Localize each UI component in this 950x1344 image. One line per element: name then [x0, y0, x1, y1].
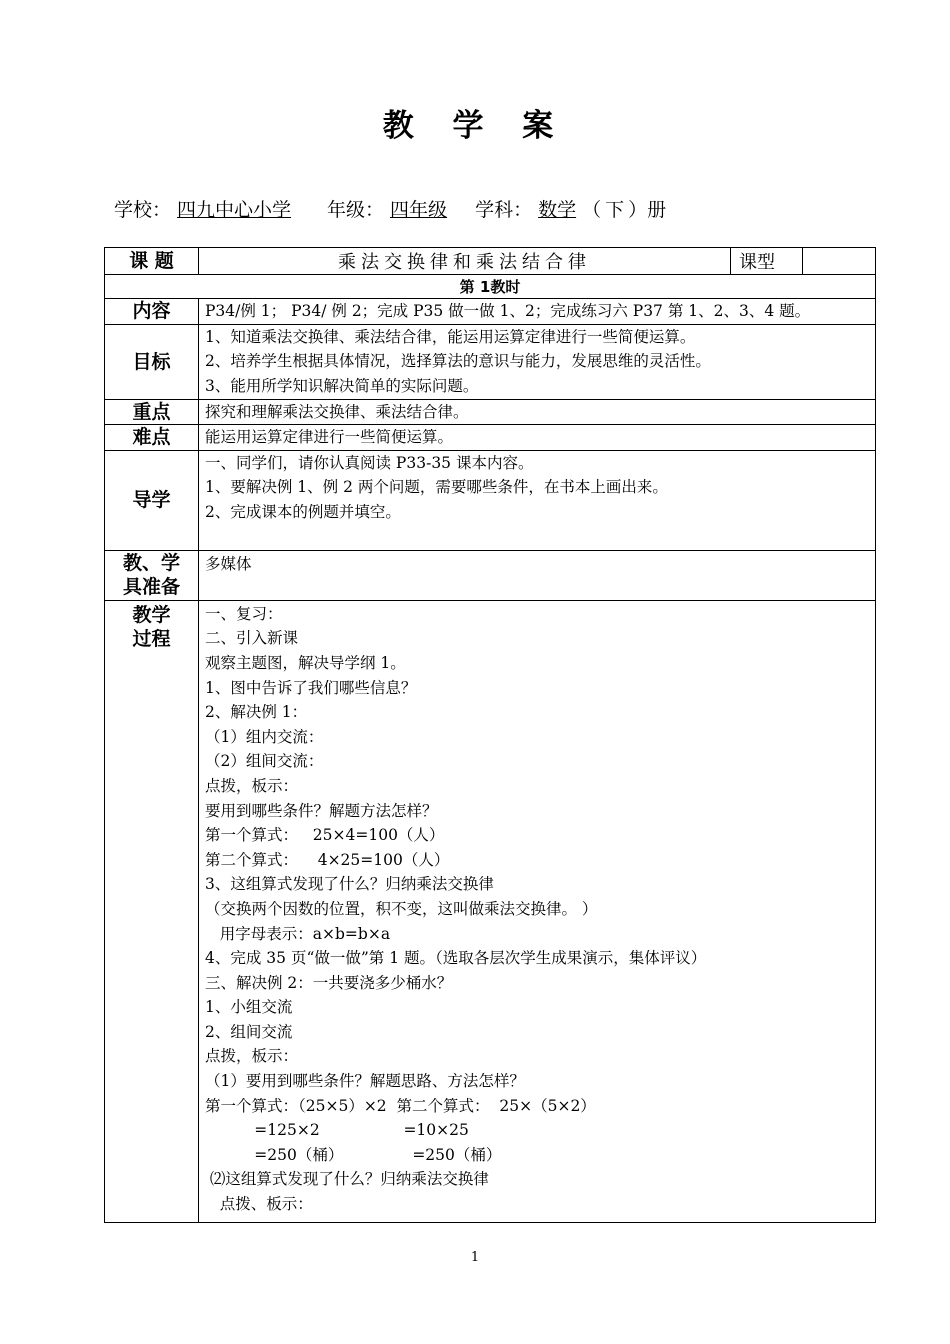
- tools-value: 多媒体: [205, 554, 252, 573]
- guide-label: 导学: [105, 450, 199, 550]
- process-line: 第一个算式：（25×5）×2 第二个算式： 25×（5×2）: [205, 1096, 596, 1115]
- guide-line: 一、同学们，请你认真阅读 P33-35 课本内容。: [205, 453, 534, 472]
- document-title: 教 学 案: [382, 108, 568, 144]
- guide-line: 2、完成课本的例题并填空。: [205, 502, 401, 521]
- school-label: 学校：: [114, 199, 172, 221]
- process-line: 用字母表示：a×b=b×a: [205, 924, 391, 943]
- process-line: 一、复习：: [205, 604, 283, 623]
- tools-row: [105, 550, 876, 600]
- process-line: 观察主题图，解决导学纲 1。: [205, 653, 406, 672]
- topic-label: 课 题: [105, 248, 199, 275]
- tools-label-line2: 具准备: [122, 576, 180, 599]
- process-line: （1）要用到哪些条件？解题思路、方法怎样？: [205, 1072, 525, 1091]
- key-row: [105, 399, 876, 425]
- book-suffix: 册: [647, 199, 667, 221]
- content-value: P34/例 1； P34/ 例 2；完成 P35 做一做 1、2；完成练习六 P37 第 1、2、3、4 题。: [205, 302, 811, 320]
- goal-line: 1、知道乘法交换律、乘法结合律，能运用运算定律进行一些简便运算。: [205, 327, 696, 346]
- page-number: 1: [470, 1250, 480, 1265]
- process-line: 2、解决例 1：: [205, 703, 308, 722]
- topic-value: 乘法交换律和乘法结合律: [199, 248, 731, 275]
- key-value: 探究和理解乘法交换律、乘法结合律。: [205, 402, 469, 421]
- process-content: [199, 600, 876, 1222]
- process-line: 点拨、板示：: [205, 1195, 313, 1214]
- type-label: 课型: [731, 248, 803, 275]
- process-line: 三、解决例 2：一共要浇多少桶水？: [205, 973, 453, 992]
- header-info: [114, 195, 666, 222]
- process-line: 1、图中告诉了我们哪些信息？: [205, 678, 417, 697]
- process-line: =250（桶） =250（桶）: [205, 1145, 502, 1164]
- goal-row: [105, 324, 876, 399]
- subject-value: 数学: [538, 199, 577, 221]
- process-line: 第二个算式： 4×25=100（人）: [205, 850, 450, 869]
- paren-open: （: [582, 199, 602, 221]
- process-line: 二、引入新课: [205, 629, 299, 648]
- paren-close: ）: [628, 199, 648, 221]
- content-label: 内容: [105, 299, 199, 325]
- volume-value: 下: [605, 199, 625, 221]
- period-label: 第 1教时: [105, 275, 876, 299]
- goal-line: 2、培养学生根据具体情况，选择算法的意识与能力，发展思维的灵活性。: [205, 352, 711, 371]
- topic-row: [105, 248, 876, 275]
- process-line: 1、小组交流: [205, 998, 293, 1017]
- process-label-line1: 教学: [132, 603, 171, 626]
- grade-label: 年级：: [327, 199, 385, 221]
- process-line: （交换两个因数的位置，积不变，这叫做乘法交换律。 ）: [205, 899, 598, 918]
- difficulty-value: 能运用运算定律进行一些简便运算。: [205, 428, 454, 447]
- grade-value: 四年级: [390, 199, 448, 221]
- school-value: 四九中心小学: [177, 199, 292, 221]
- guide-row: [105, 450, 876, 550]
- process-line: 3、这组算式发现了什么？归纳乘法交换律: [205, 875, 494, 894]
- process-line: 第一个算式： 25×4=100（人）: [205, 826, 445, 845]
- process-line: （2）组间交流：: [205, 752, 324, 771]
- key-label: 重点: [105, 399, 199, 425]
- content-row: [105, 299, 876, 325]
- process-line: =125×2 =10×25: [205, 1121, 469, 1140]
- process-line: ⑵这组算式发现了什么？归纳乘法交换律: [205, 1170, 489, 1189]
- process-line: 2、组间交流: [205, 1022, 293, 1041]
- difficulty-label: 难点: [105, 425, 199, 451]
- lesson-plan-table: [104, 247, 876, 1223]
- goal-line: 3、能用所学知识解决简单的实际问题。: [205, 376, 479, 395]
- period-row: [105, 275, 876, 299]
- tools-label-line1: 教、学: [122, 552, 180, 575]
- process-row: [105, 600, 876, 1222]
- process-line: 4、完成 35 页“做一做”第 1 题。（选取各层次学生成果演示，集体评议）: [205, 949, 707, 968]
- goal-label: 目标: [105, 324, 199, 399]
- subject-label: 学科：: [475, 199, 533, 221]
- guide-line: 1、要解决例 1、例 2 两个问题，需要哪些条件，在书本上画出来。: [205, 478, 668, 497]
- process-line: 点拨，板示：: [205, 776, 299, 795]
- difficulty-row: [105, 425, 876, 451]
- process-line: 要用到哪些条件？解题方法怎样？: [205, 801, 438, 820]
- type-value: [803, 248, 876, 275]
- process-label-line2: 过程: [132, 627, 171, 650]
- process-line: （1）组内交流：: [205, 727, 324, 746]
- process-line: 点拨，板示：: [205, 1047, 299, 1066]
